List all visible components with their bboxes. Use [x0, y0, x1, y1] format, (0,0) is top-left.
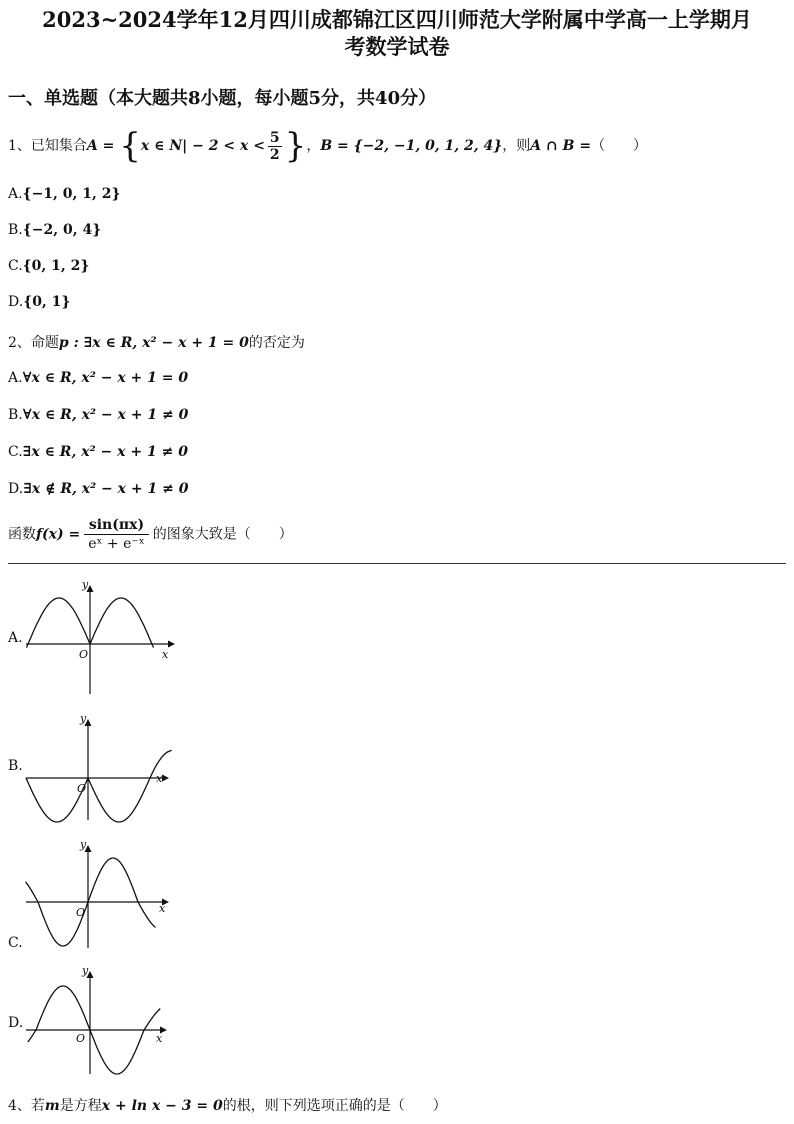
question-3-prefix: 函数 — [8, 526, 36, 543]
question-4-var: m — [44, 1098, 60, 1114]
question-3-option-b[interactable]: B. — [8, 758, 23, 774]
question-2-option-a[interactable] — [8, 370, 188, 386]
question-4-prefix: 4、若 — [8, 1098, 45, 1114]
option-label: C. — [8, 258, 23, 274]
x-axis-label: x — [156, 772, 163, 785]
question-1-set-a-body: x ∈ N| − 2 < x < — [140, 138, 265, 154]
graph-option-a[interactable] — [22, 576, 182, 696]
origin-label: O — [76, 906, 86, 919]
question-3-option-c[interactable]: C. — [8, 935, 23, 951]
section-heading: 一、单选题（本大题共8小题，每小题5分，共40分） — [8, 88, 437, 109]
option-label: A. — [8, 370, 23, 386]
graph-option-b[interactable] — [22, 712, 182, 822]
y-axis-label: y — [80, 838, 87, 851]
question-1-option-c[interactable] — [8, 258, 89, 274]
curve-b — [26, 750, 172, 822]
question-3-suffix: 的图象大致是（ ） — [152, 526, 293, 543]
question-1-set-a-lhs: A — [86, 138, 98, 154]
option-text: {−2, 0, 4} — [22, 222, 102, 238]
question-3-option-d[interactable]: D. — [8, 1015, 24, 1031]
option-label: B. — [8, 222, 23, 238]
exam-title-line-2: 考数学试卷 — [344, 34, 450, 59]
option-text: ∃x ∈ R, x² − x + 1 ≠ 0 — [22, 444, 188, 460]
question-1-fraction — [268, 130, 282, 163]
horizontal-divider — [8, 563, 786, 564]
question-1-option-d[interactable] — [8, 294, 70, 310]
question-2-suffix: 的否定为 — [248, 335, 305, 351]
question-3-frac-den: eˣ + e⁻ˣ — [88, 536, 145, 552]
question-2-option-c[interactable] — [8, 444, 188, 460]
question-1-suffix-text: ，则 — [502, 138, 531, 154]
x-axis-arrow-icon — [162, 775, 169, 782]
question-3-option-a[interactable]: A. — [8, 630, 23, 646]
question-2-prefix: 2、命题 — [8, 335, 59, 351]
graph-option-c[interactable] — [22, 838, 182, 950]
question-2-expr: p : ∃x ∈ R, x² − x + 1 = 0 — [58, 335, 249, 351]
exam-title-line-1: 2023~2024学年12月四川成都锦江区四川师范大学附属中学高一上学期月 — [42, 7, 752, 32]
question-4 — [8, 1095, 447, 1115]
x-axis-label: x — [162, 648, 169, 661]
question-1-close-brace: } — [284, 126, 307, 166]
origin-label: O — [76, 1032, 86, 1045]
y-axis-label: y — [80, 712, 87, 725]
option-label: C. — [8, 444, 23, 460]
option-label: D. — [8, 294, 24, 310]
question-1: 1、已知集合A = {x ∈ N| − 2 < x < $\frac{5}{2}$ }，B = {−2, −1, 0, 1, 2, 4}，则A ∩ B =（ ） — [8, 126, 648, 166]
option-text: ∀x ∈ R, x² − x + 1 ≠ 0 — [22, 407, 189, 423]
y-axis-label: y — [82, 578, 89, 591]
y-axis-label: y — [82, 964, 89, 977]
question-1-option-a[interactable] — [8, 186, 121, 202]
question-3-lhs: f(x) = — [36, 526, 81, 543]
question-1-paren: （ ） — [591, 138, 648, 154]
question-2-option-d[interactable] — [8, 481, 188, 497]
option-label: D. — [8, 481, 24, 497]
question-3-fraction — [84, 516, 148, 553]
option-label: B. — [8, 407, 23, 423]
x-axis-label: x — [159, 902, 166, 915]
question-1-open-brace: { — [119, 126, 141, 166]
question-3 — [8, 516, 293, 553]
question-1-option-b[interactable] — [8, 222, 101, 238]
question-4-suffix: 的根，则下列选项正确的是（ ） — [222, 1098, 447, 1114]
exam-title — [10, 6, 784, 60]
origin-label: O — [77, 782, 87, 795]
graph-option-d[interactable] — [22, 964, 182, 1076]
x-axis-arrow-icon — [168, 641, 175, 648]
option-text: {−1, 0, 1, 2} — [22, 186, 121, 202]
x-axis-label: x — [156, 1032, 163, 1045]
question-1-prefix: 1、已知集合 — [8, 138, 87, 154]
question-3-frac-num: sin(πx) — [84, 516, 148, 535]
origin-label: O — [79, 648, 89, 661]
question-1-frac-den: 2 — [269, 146, 280, 163]
option-text: {0, 1} — [23, 294, 71, 310]
question-1-frac-num: 5 — [269, 129, 280, 146]
option-text: ∀x ∈ R, x² − x + 1 = 0 — [22, 370, 189, 386]
option-label: A. — [8, 186, 23, 202]
question-1-set-b: B = {−2, −1, 0, 1, 2, 4} — [320, 138, 503, 154]
question-2 — [8, 332, 305, 352]
question-2-option-b[interactable] — [8, 407, 188, 423]
question-4-mid: 是方程 — [59, 1098, 102, 1114]
option-text: ∃x ∉ R, x² − x + 1 ≠ 0 — [23, 481, 189, 497]
question-4-expr: x + ln x − 3 = 0 — [101, 1098, 223, 1114]
question-1-sep: ， — [306, 138, 321, 154]
option-text: {0, 1, 2} — [22, 258, 90, 274]
question-1-expr: A ∩ B = — [530, 138, 592, 154]
